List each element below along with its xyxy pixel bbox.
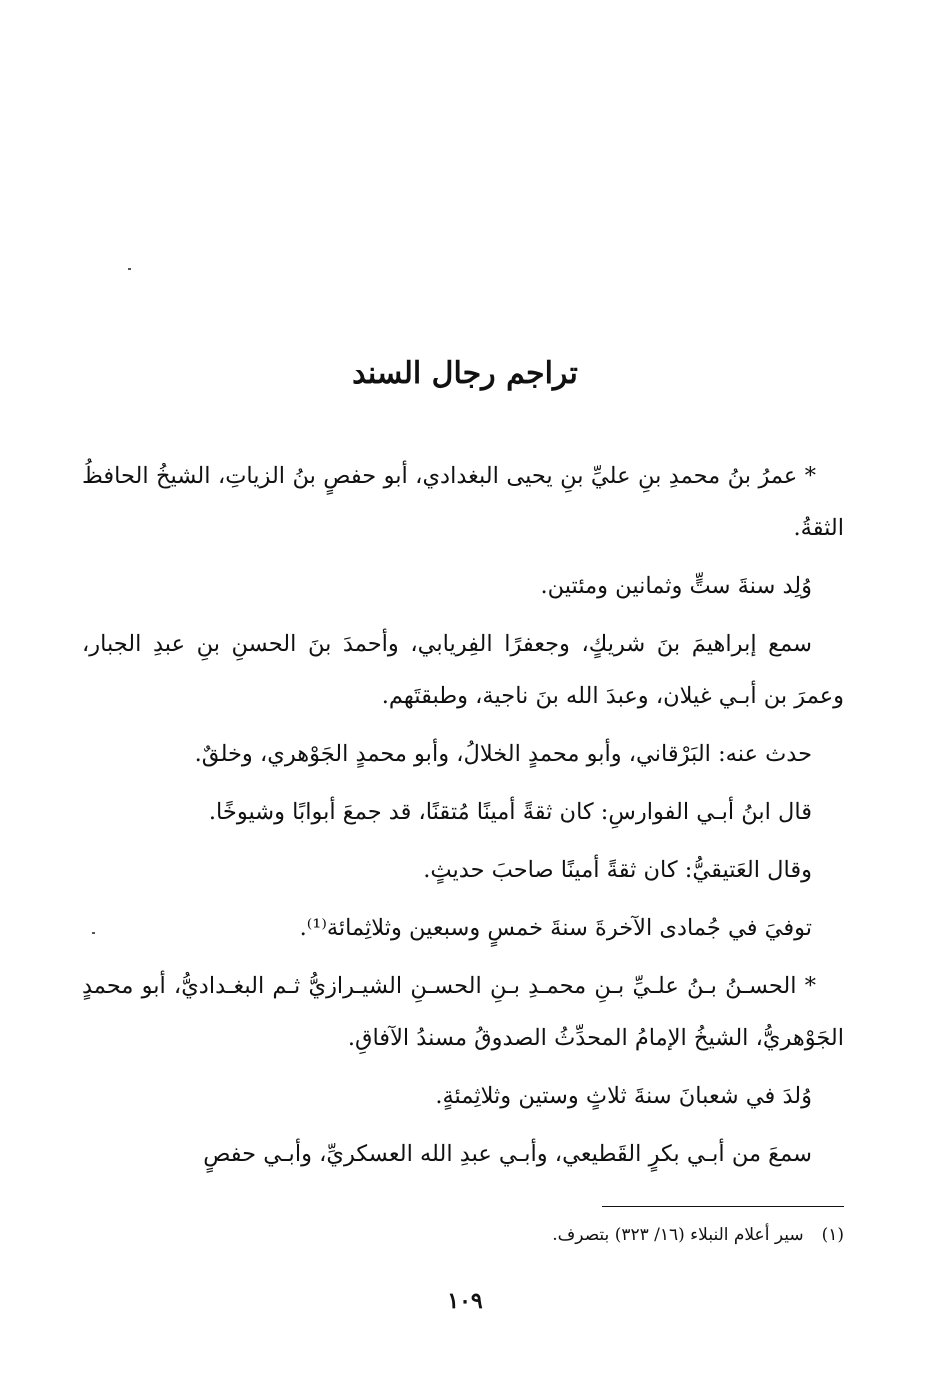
text-paragraph: وُلدَ في شعبانَ سنةَ ثلاثٍ وستين وثلاثِمئةٍ. [435, 1083, 812, 1109]
text-paragraph: قال ابنُ أبـي الفوارسِ: كان ثقةً أمينًا مُتقنًا، قد جمعَ أبوابًا وشيوخًا. [208, 799, 812, 825]
footnote-text: سير أعلام النبلاء (١٦/ ٣٢٣) بتصرف. [552, 1225, 804, 1245]
main-text [82, 450, 844, 1186]
biography-entry-heading: * الحسـنُ بـنُ علـيِّ بـنِ محمـدِ بـنِ الحسـنِ الشيـرازيُّ ثـم البغـداديُّ، أبو محمدٍ الجَوْهريُّ، الشيخُ الإمامُ المحدِّثُ الصدوقُ مسندُ الآفاقِ. [82, 973, 844, 1051]
text-paragraph: حدث عنه: البَرْقاني، وأبو محمدٍ الخلالُ، وأبو محمدٍ الجَوْهري، وخلقٌ. [194, 741, 812, 767]
text-paragraph: سمعَ من أبـي بكرٍ القَطيعي، وأبـي عبدِ الله العسكريِّ، وأبـي حفصٍ [203, 1141, 812, 1167]
biography-entry-heading: * عمرُ بنُ محمدِ بنِ عليِّ بنِ يحيى البغدادي، أبو حفصٍ بنُ الزياتِ، الشيخُ الحافظُ الثقةُ. [82, 463, 844, 541]
footnote-divider [602, 1206, 844, 1207]
scan-speck [128, 268, 131, 270]
text-paragraph: وُلِد سنةَ ستٍّ وثمانين ومئتين. [540, 573, 812, 599]
text-paragraph: وقال العَتيقيُّ: كان ثقةً أمينًا صاحبَ حديثٍ. [423, 857, 812, 883]
footnote-number: (١) [821, 1225, 844, 1245]
text-paragraph: توفيَ في جُمادى الآخرةَ سنةَ خمسٍ وسبعين وثلاثِمائة⁽¹⁾. [299, 915, 812, 941]
page-title: تراجم رجال السند [352, 356, 578, 392]
page-number: ١٠٩ [447, 1288, 483, 1314]
text-paragraph: سمع إبراهيمَ بنَ شريكٍ، وجعفرًا الفِريابي، وأحمدَ بنَ الحسنِ بنِ عبدِ الجبار، وعمرَ بن أبـي غيلان، وعبدَ الله بنَ ناجية، وطبقتَهم. [82, 631, 844, 709]
footnote [82, 1220, 844, 1250]
